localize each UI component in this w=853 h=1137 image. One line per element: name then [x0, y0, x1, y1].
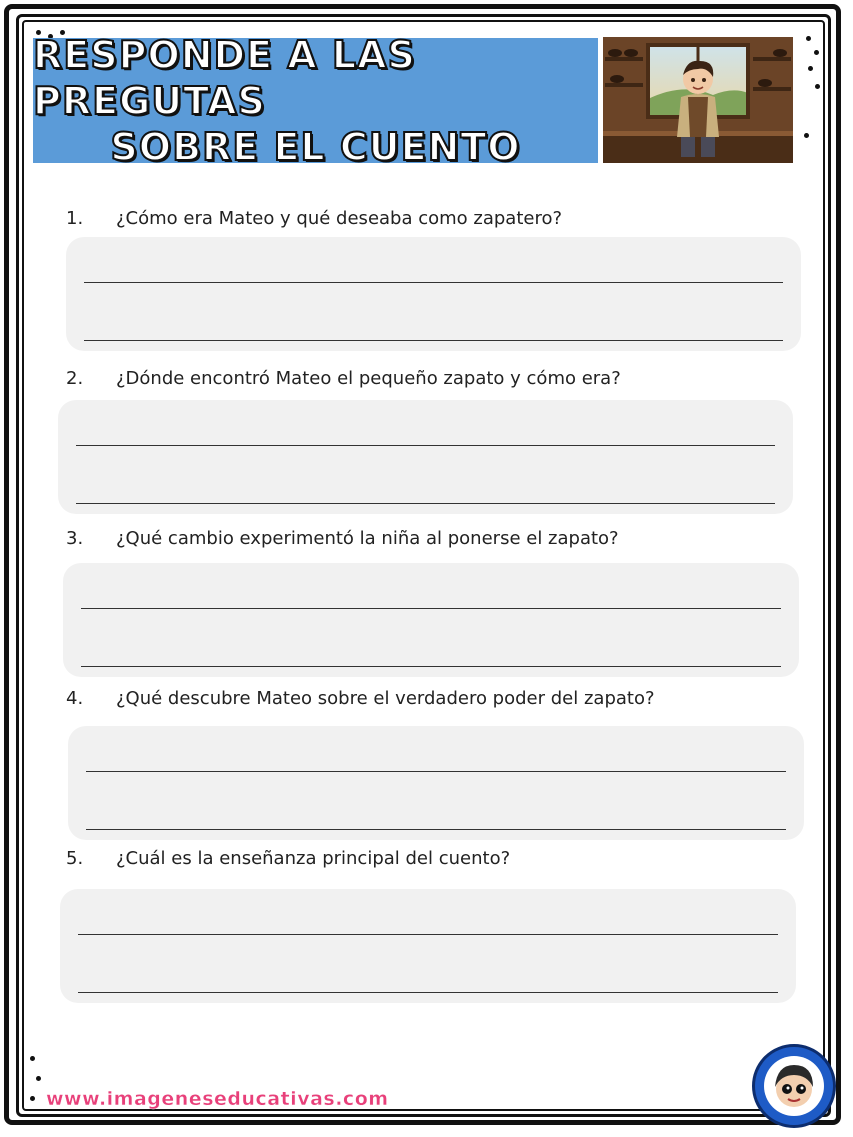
answer-line [81, 666, 781, 667]
title-banner [33, 32, 598, 169]
answer-line [84, 340, 783, 341]
answer-box-1[interactable] [66, 237, 801, 351]
decor-dot [30, 1056, 35, 1061]
answer-box-2[interactable] [58, 400, 793, 514]
question-number: 3. [66, 527, 84, 549]
decor-dot [815, 84, 820, 89]
shoemaker-illustration [603, 37, 793, 163]
decor-dot [36, 1076, 41, 1081]
page-title-line-1: RESPONDE A LAS PREGUTAS [33, 32, 416, 123]
question-text: ¿Qué descubre Mateo sobre el verdadero poder del zapato? [116, 687, 655, 709]
answer-box-5[interactable] [60, 889, 796, 1003]
question-text: ¿Dónde encontró Mateo el pequeño zapato y cómo era? [116, 367, 621, 389]
question-3 [66, 524, 786, 552]
question-2 [66, 364, 786, 392]
question-text: ¿Cómo era Mateo y qué deseaba como zapatero? [116, 207, 563, 229]
decor-dot [806, 36, 811, 41]
answer-line [86, 771, 786, 772]
decor-dot [804, 133, 809, 138]
question-4 [66, 684, 786, 712]
answer-box-3[interactable] [63, 563, 799, 677]
question-number: 5. [66, 847, 84, 869]
website-link[interactable]: www.imageneseducativas.com [46, 1088, 389, 1110]
answer-line [86, 829, 786, 830]
answer-line [78, 934, 778, 935]
question-text: ¿Cuál es la enseñanza principal del cuento? [116, 847, 511, 869]
answer-line [84, 282, 783, 283]
question-number: 4. [66, 687, 84, 709]
question-number: 2. [66, 367, 84, 389]
cartoon-boy-logo-icon [752, 1044, 836, 1128]
page-title-line-2: SOBRE EL CUENTO [110, 124, 521, 169]
answer-line [81, 608, 781, 609]
question-5 [66, 844, 786, 872]
answer-line [76, 503, 775, 504]
decor-dot [30, 1096, 35, 1101]
answer-line [76, 445, 775, 446]
question-1 [66, 204, 786, 232]
answer-line [78, 992, 778, 993]
decor-dot [808, 66, 813, 71]
question-number: 1. [66, 207, 84, 229]
question-text: ¿Qué cambio experimentó la niña al ponerse el zapato? [116, 527, 619, 549]
decor-dot [814, 50, 819, 55]
answer-box-4[interactable] [68, 726, 804, 840]
